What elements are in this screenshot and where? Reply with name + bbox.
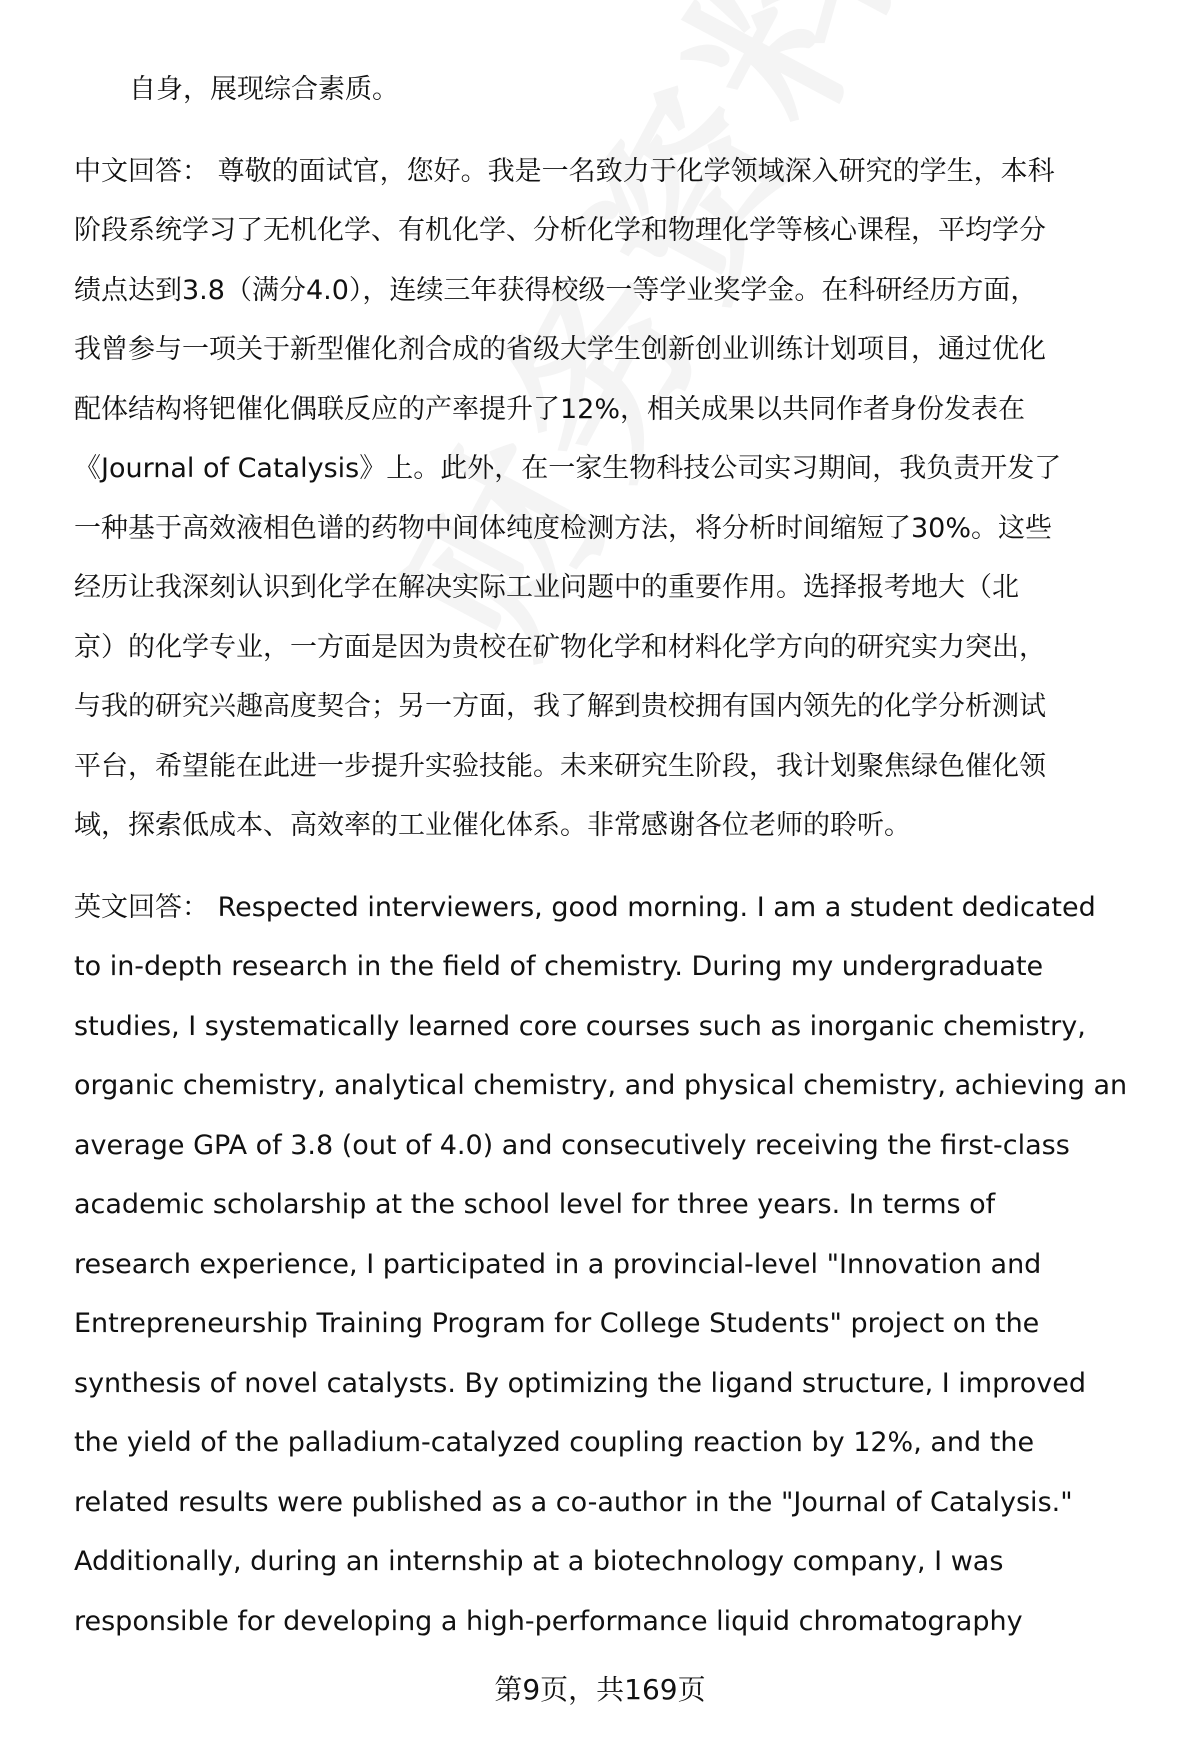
text-line: 经历让我深刻认识到化学在解决实际工业问题中的重要作用。选择报考地大（北 xyxy=(74,572,1019,603)
text-line: the yield of the palladium-catalyzed coupling reaction by 12%, and the xyxy=(74,1427,1035,1458)
text-line: related results were published as a co-author in the "Journal of Catalysis." xyxy=(74,1486,1073,1518)
text-line: 配体结构将钯催化偶联反应的产率提升了12%，相关成果以共同作者身份发表在 xyxy=(74,393,1026,425)
text-line: responsible for developing a high-performance liquid chromatography xyxy=(74,1605,1023,1637)
text-line: research experience, I participated in a provincial-level "Innovation and xyxy=(74,1248,1042,1280)
text-line: 英文回答： Respected interviewers, good morning. I am a student dedicated xyxy=(74,891,1096,923)
text-line: 我曾参与一项关于新型催化剂合成的省级大学生创新创业训练计划项目，通过优化 xyxy=(74,334,1046,365)
text-line: 绩点达到3.8（满分4.0），连续三年获得校级一等学业奖学金。在科研经历方面， xyxy=(74,274,1038,306)
english-answer-paragraph xyxy=(74,878,1164,1652)
text-line: 域，探索低成本、高效率的工业催化体系。非常感谢各位老师的聆听。 xyxy=(74,810,911,841)
text-line: 中文回答： 尊敬的面试官，您好。我是一名致力于化学领域深入研究的学生，本科 xyxy=(74,155,1055,187)
text-line: 一种基于高效液相色谱的药物中间体纯度检测方法，将分析时间缩短了30%。这些 xyxy=(74,512,1053,544)
text-line: average GPA of 3.8 (out of 4.0) and consecutively receiving the first-class xyxy=(74,1129,1070,1161)
text-line: 阶段系统学习了无机化学、有机化学、分析化学和物理化学等核心课程，平均学分 xyxy=(74,215,1046,246)
page-number-footer: 第9页，共169页 xyxy=(494,1673,706,1706)
page-content xyxy=(74,60,1164,1651)
text-line: Entrepreneurship Training Program for College Students" project on the xyxy=(74,1308,1040,1339)
text-line: to in-depth research in the field of chemistry. During my undergraduate xyxy=(74,951,1044,982)
text-line: organic chemistry, analytical chemistry, and physical chemistry, achieving an xyxy=(74,1070,1128,1101)
intro-tail-line: 自身，展现综合素质。 xyxy=(129,74,399,105)
text-line: studies, I systematically learned core courses such as inorganic chemistry, xyxy=(74,1010,1086,1042)
text-line: academic scholarship at the school level for three years. In terms of xyxy=(74,1189,996,1220)
paragraph-gap xyxy=(74,856,1164,878)
chinese-answer-paragraph xyxy=(74,142,1164,856)
text-line: Additionally, during an internship at a biotechnology company, I was xyxy=(74,1546,1004,1577)
text-line: 京）的化学专业，一方面是因为贵校在矿物化学和材料化学方向的研究实力突出， xyxy=(74,631,1046,663)
text-line: synthesis of novel catalysts. By optimizing the ligand structure, I improved xyxy=(74,1367,1086,1399)
text-line: 《Journal of Catalysis》上。此外，在一家生物科技公司实习期间，我负责开发了 xyxy=(74,453,1062,484)
text-line: 平台，希望能在此进一步提升实验技能。未来研究生阶段，我计划聚焦绿色催化领 xyxy=(74,750,1046,782)
paragraph-gap xyxy=(74,120,1164,142)
text-line: 与我的研究兴趣高度契合；另一方面，我了解到贵校拥有国内领先的化学分析测试 xyxy=(74,691,1046,722)
